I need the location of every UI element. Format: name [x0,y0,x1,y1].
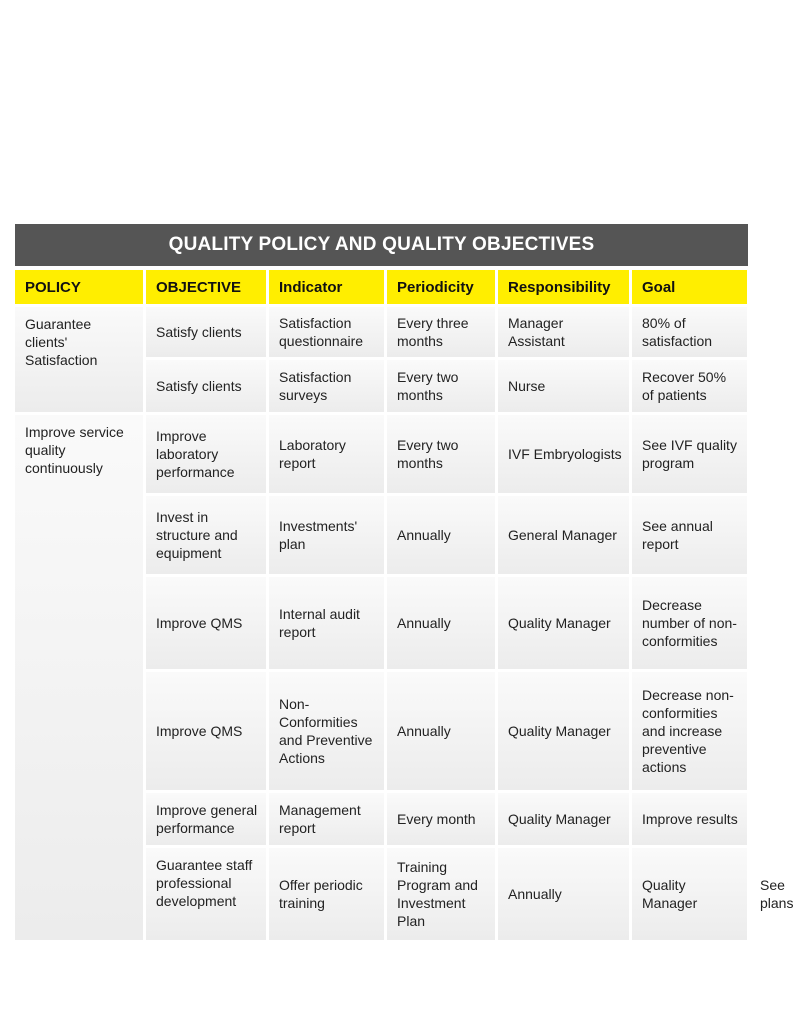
indicator-cell: Satisfaction surveys [269,360,384,412]
indicator-cell: Laboratory report [269,415,384,493]
table-row [15,415,750,493]
responsibility-cell: General Manager [498,496,629,574]
goal-cell: See IVF quality program [632,415,747,493]
periodicity-cell: Every two months [387,415,495,493]
objective-cell: Improve general performance [146,793,266,845]
header-goal: Goal [632,270,747,304]
objective-cell: Invest in structure and equipment [146,496,266,574]
table-row [15,307,750,357]
table-body [15,307,793,940]
indicator-cell: Non-Conformities and Preventive Actions [269,672,384,790]
responsibility-cell: Quality Manager [632,848,747,940]
objective-cell: Improve QMS [146,577,266,669]
header-indicator: Indicator [269,270,384,304]
objective-cell: Improve QMS [146,672,266,790]
table-row: Guarantee staff professional development Offer periodic training Training Program and Investment Plan Annually Quality Manager See plans [15,848,750,940]
responsibility-cell: Manager Assistant [498,307,629,357]
objective-cell: Satisfy clients [146,360,266,412]
periodicity-cell: Every two months [387,360,495,412]
periodicity-cell: Every three months [387,307,495,357]
objective-cell: Offer periodic training [269,848,384,940]
policy-cell: Guarantee clients' Satisfaction [15,307,143,412]
indicator-cell: Internal audit report [269,577,384,669]
goal-cell: Decrease number of non-conformities [632,577,747,669]
policy-cell: Improve service quality continuously [15,415,143,940]
periodicity-cell: Annually [387,577,495,669]
policy-cell: Guarantee staff professional development [146,848,266,940]
responsibility-cell: Quality Manager [498,577,629,669]
goal-cell: Recover 50% of patients [632,360,747,412]
goal-cell: 80% of satisfaction [632,307,747,357]
periodicity-cell: Annually [387,496,495,574]
indicator-cell: Investments' plan [269,496,384,574]
goal-cell: Improve results [632,793,747,845]
objective-cell: Improve laboratory performance [146,415,266,493]
responsibility-cell: IVF Embryologists [498,415,629,493]
header-responsibility: Responsibility [498,270,629,304]
periodicity-cell: Annually [498,848,629,940]
table-title-bar [15,224,748,266]
periodicity-cell: Every month [387,793,495,845]
responsibility-cell: Quality Manager [498,793,629,845]
quality-document [15,224,793,943]
table-title: QUALITY POLICY AND QUALITY OBJECTIVES [168,234,595,255]
indicator-cell: Management report [269,793,384,845]
goal-cell: Decrease non-conformities and increase preventive actions [632,672,747,790]
indicator-cell: Satisfaction questionnaire [269,307,384,357]
quality-table [12,267,793,943]
header-objective: OBJECTIVE [146,270,266,304]
header-row [15,270,750,304]
responsibility-cell: Nurse [498,360,629,412]
responsibility-cell: Quality Manager [498,672,629,790]
objective-cell: Satisfy clients [146,307,266,357]
header-policy: POLICY [15,270,143,304]
header-periodicity: Periodicity [387,270,495,304]
goal-cell: See annual report [632,496,747,574]
periodicity-cell: Annually [387,672,495,790]
indicator-cell: Training Program and Investment Plan [387,848,495,940]
